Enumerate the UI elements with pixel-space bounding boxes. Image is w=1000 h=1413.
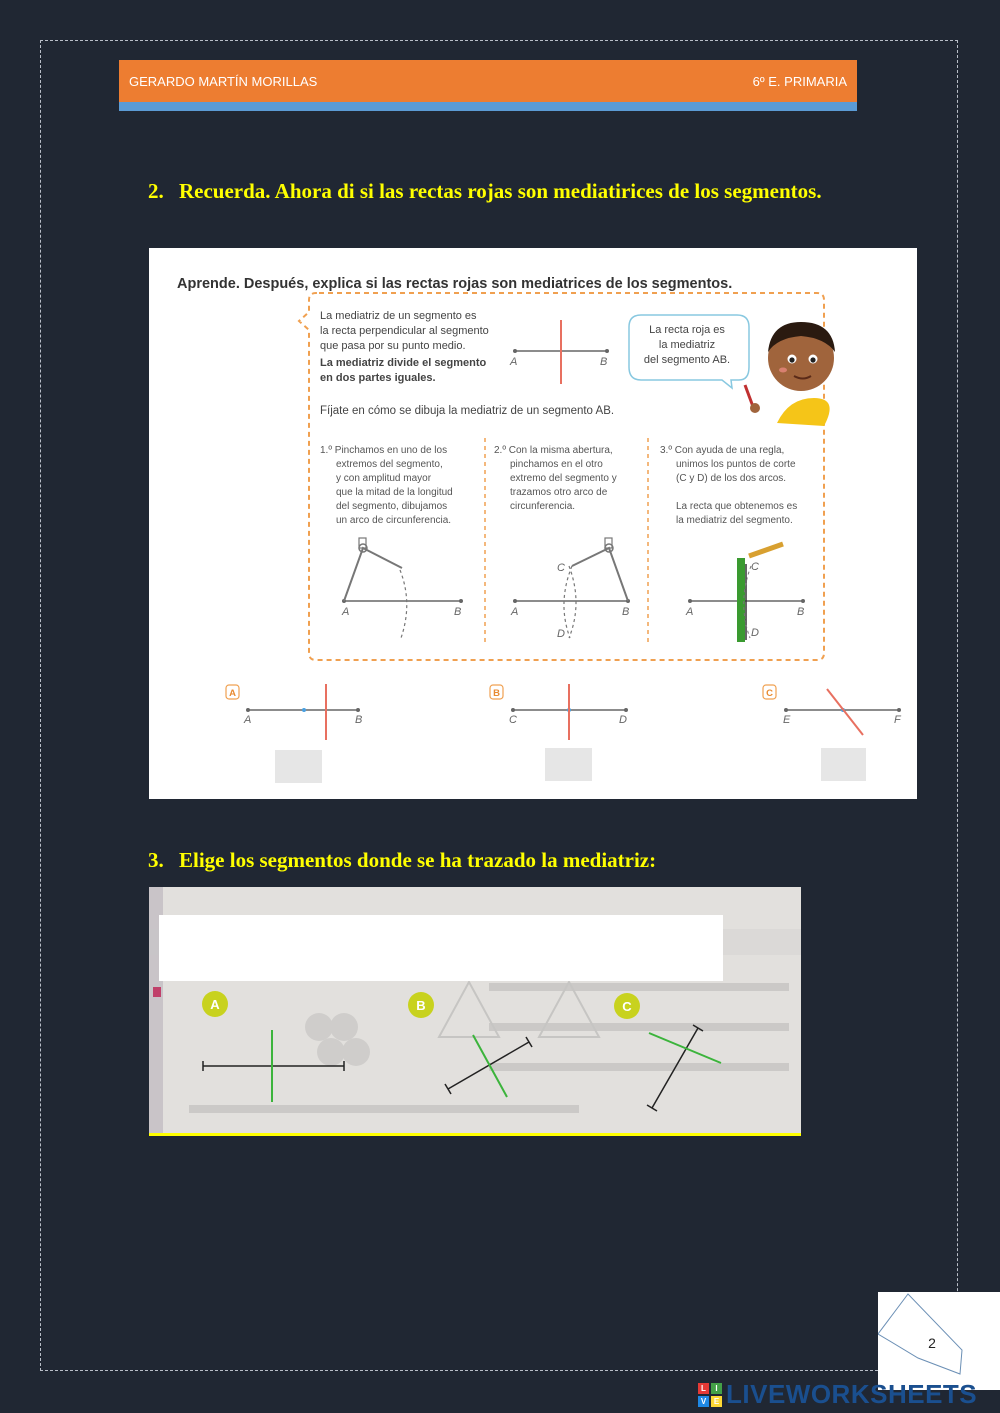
step-3-label-c: C xyxy=(751,561,759,573)
step-1-line-2: extremos del segmento, xyxy=(336,459,443,470)
speech-line-2: la mediatriz xyxy=(658,339,716,351)
step-3-label-a: A xyxy=(686,606,694,618)
question-2-title xyxy=(148,176,855,238)
definition-text xyxy=(320,310,489,384)
q3-option-b-badge: B xyxy=(416,998,426,1013)
exercise-image xyxy=(149,248,917,799)
exercise-heading: Aprende. Después, explica si las rectas rojas son mediatrices de los segmentos. xyxy=(177,276,733,292)
white-cover-box xyxy=(159,915,723,981)
step-2-line-2: pinchamos en el otro xyxy=(510,459,603,470)
step-3-line-3: (C y D) de los dos arcos. xyxy=(676,473,787,484)
example-label-b: B xyxy=(600,356,608,368)
step-1-line-3: y con amplitud mayor xyxy=(336,473,432,484)
exercise-figure xyxy=(149,248,917,799)
logo-badge-letter-i: I xyxy=(711,1383,722,1394)
exercise-option-a xyxy=(226,684,362,740)
question-3-number: 3. xyxy=(148,848,164,872)
q3-option-a-badge: A xyxy=(210,997,220,1012)
step-1-diagram xyxy=(341,538,463,638)
exercise-option-b-badge: B xyxy=(493,688,500,699)
question-3-underline xyxy=(149,1133,801,1136)
step-2-label-d: D xyxy=(557,628,565,640)
example-endpoint-a xyxy=(513,349,517,353)
step-3-label-d: D xyxy=(751,627,759,639)
step-1-line-6: un arco de circunferencia. xyxy=(336,515,452,526)
step-3-label-b: B xyxy=(797,606,805,618)
speech-line-1: La recta roja es xyxy=(649,324,725,336)
logo-badge-letter-v: V xyxy=(698,1396,709,1407)
answer-box-a[interactable] xyxy=(275,750,322,783)
logo-badge-letter-e: E xyxy=(711,1396,722,1407)
example-endpoint-b xyxy=(605,349,609,353)
step-3-text xyxy=(660,445,797,526)
step-2-line-5: circunferencia. xyxy=(510,501,576,512)
definition-line-5: en dos partes iguales. xyxy=(320,372,436,384)
answer-box-b[interactable] xyxy=(545,748,592,781)
option-b-label-c: C xyxy=(509,714,517,726)
logo-badge xyxy=(698,1383,722,1407)
page-header xyxy=(119,60,857,102)
boy-character-illustration xyxy=(745,322,835,426)
step-3-line-6: la mediatriz del segmento. xyxy=(676,515,793,526)
definition-line-3: que pasa por su punto medio. xyxy=(320,340,466,352)
step-2-text xyxy=(494,445,617,512)
exercise-option-c xyxy=(763,685,902,735)
option-c-label-e: E xyxy=(783,714,791,726)
step-2-line-3: extremo del segmento y xyxy=(510,473,617,484)
logo-badge-letter-l: L xyxy=(698,1383,709,1394)
instruction-text: Fíjate en cómo se dibuja la mediatriz de un segmento AB. xyxy=(320,405,615,417)
step-2-label-b: B xyxy=(622,606,630,618)
step-2-line-1: 2.º Con la misma abertura, xyxy=(494,445,613,456)
question-3-image xyxy=(149,887,801,1133)
option-b-label-d: D xyxy=(619,714,627,726)
step-2-diagram xyxy=(510,538,630,640)
question-3-text: Elige los segmentos donde se ha trazado la mediatriz: xyxy=(179,848,657,872)
step-1-text xyxy=(320,445,453,526)
definition-line-4: La mediatriz divide el segmento xyxy=(320,357,487,369)
option-a-label-a: A xyxy=(244,714,252,726)
example-label-a: A xyxy=(510,356,518,368)
step-3-line-1: 3.º Con ayuda de una regla, xyxy=(660,445,785,456)
header-stripe xyxy=(119,102,857,111)
step-3-line-5: La recta que obtenemos es xyxy=(676,501,798,512)
step-2-label-a: A xyxy=(511,606,519,618)
exercise-option-c-badge: C xyxy=(766,688,773,699)
exercise-option-b xyxy=(490,684,628,740)
exercise-option-a-badge: A xyxy=(229,688,236,699)
question-2-number: 2. xyxy=(148,179,164,203)
question-3-figure xyxy=(149,887,801,1133)
header-author: GERARDO MARTÍN MORILLAS xyxy=(129,73,318,89)
option-c-label-f: F xyxy=(894,714,901,726)
step-1-label-b: B xyxy=(454,606,462,618)
step-3-line-2: unimos los puntos de corte xyxy=(676,459,796,470)
speech-line-3: del segmento AB. xyxy=(643,354,731,366)
step-1-line-4: que la mitad de la longitud xyxy=(336,487,453,498)
q3-option-c-badge: C xyxy=(622,999,632,1014)
page-number: 2 xyxy=(928,1335,936,1351)
logo-text: LIVEWORKSHEETS xyxy=(726,1379,978,1409)
step-2-label-c: C xyxy=(557,562,565,574)
liveworksheets-logo[interactable] xyxy=(698,1376,1000,1413)
question-2-text: Recuerda. Ahora di si las rectas rojas son mediatirices de los segmentos. xyxy=(179,179,822,203)
step-1-line-1: 1.º Pinchamos en uno de los xyxy=(320,445,448,456)
answer-box-c[interactable] xyxy=(821,748,866,781)
header-grade: 6º E. PRIMARIA xyxy=(752,73,847,89)
step-1-label-a: A xyxy=(342,606,350,618)
option-a-label-b: B xyxy=(355,714,363,726)
question-3-title xyxy=(148,845,800,875)
step-2-line-4: trazamos otro arco de xyxy=(510,487,608,498)
definition-line-1: La mediatriz de un segmento es xyxy=(320,310,477,322)
definition-line-2: la recta perpendicular al segmento xyxy=(320,325,489,337)
step-1-line-5: del segmento, dibujamos xyxy=(336,501,448,512)
step-3-diagram xyxy=(685,544,805,642)
